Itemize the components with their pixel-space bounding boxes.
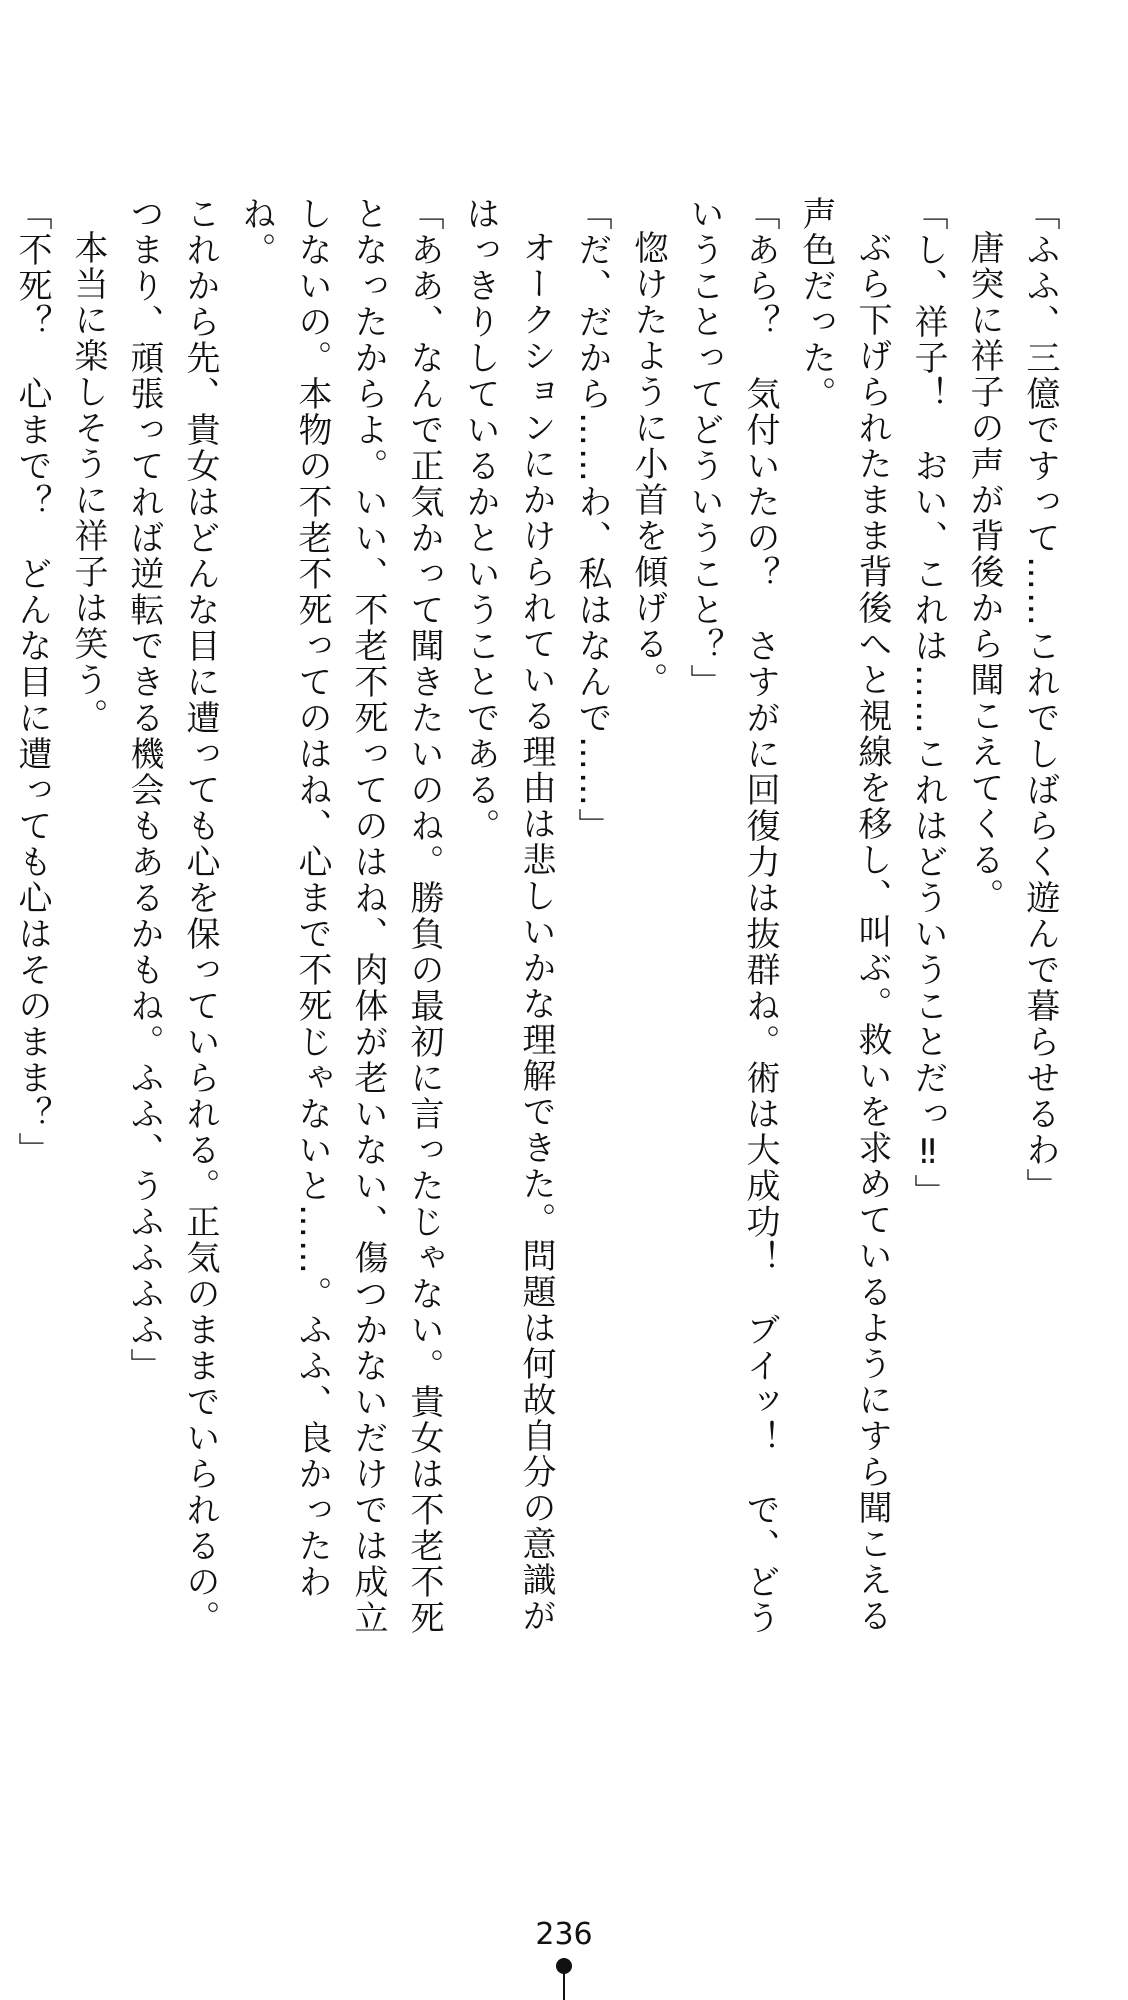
text-line: 惚けたように小首を傾げる。 bbox=[628, 230, 668, 698]
text-line: これから先、貴女はどんな目に遭っても心を保っていられる。正気のままでいられるの。 bbox=[180, 196, 220, 1636]
text-line: 声色だった。 bbox=[796, 196, 836, 412]
text-line: つまり、頑張ってれば逆転できる機会もあるかもね。ふふ、うふふふふ」 bbox=[124, 196, 164, 1384]
text-line: ぶら下げられたまま背後へと視線を移し、叫ぶ。救いを求めているようにすら聞こえる bbox=[852, 230, 892, 1634]
text-line: しないの。本物の不老不死ってのはね、心まで不死じゃないと……。ふふ、良かったわね。 bbox=[236, 196, 332, 1600]
text-line: 「ああ、なんで正気かって聞きたいのね。勝負の最初に言ったじゃない。貴女は不老不死 bbox=[404, 196, 444, 1636]
text-line: 本当に楽しそうに祥子は笑う。 bbox=[68, 230, 108, 734]
text-line: 「だ、だから……わ、私はなんで……」 bbox=[572, 196, 612, 844]
text-line: 「し、祥子！ おい、これは……これはどういうことだっ‼」 bbox=[908, 196, 948, 1210]
text-line: 「不死？ 心まで？ どんな目に遭っても心はそのまま？」 bbox=[12, 196, 52, 1168]
text-line: 「ふふ、三億ですって……これでしばらく遊んで暮らせるわ」 bbox=[1020, 196, 1060, 1204]
page-number: 236 bbox=[535, 1917, 593, 1952]
text-line: いうことってどういうこと？」 bbox=[684, 196, 724, 700]
page-marker-icon bbox=[556, 1958, 572, 2000]
vertical-text-body bbox=[4, 196, 1068, 1656]
text-line: はっきりしているかということである。 bbox=[460, 196, 500, 844]
text-line: オークションにかけられている理由は悲しいかな理解できた。問題は何故自分の意識が bbox=[516, 230, 556, 1634]
text-line: となったからよ。いい、不老不死ってのはね、肉体が老いない、傷つかないだけでは成立 bbox=[348, 196, 388, 1636]
text-line: 「あら？ 気付いたの？ さすがに回復力は抜群ね。術は大成功！ ブイッ！ で、どう bbox=[740, 196, 780, 1636]
page-marker-rule bbox=[563, 1972, 565, 2000]
text-line: 唐突に祥子の声が背後から聞こえてくる。 bbox=[964, 230, 1004, 914]
